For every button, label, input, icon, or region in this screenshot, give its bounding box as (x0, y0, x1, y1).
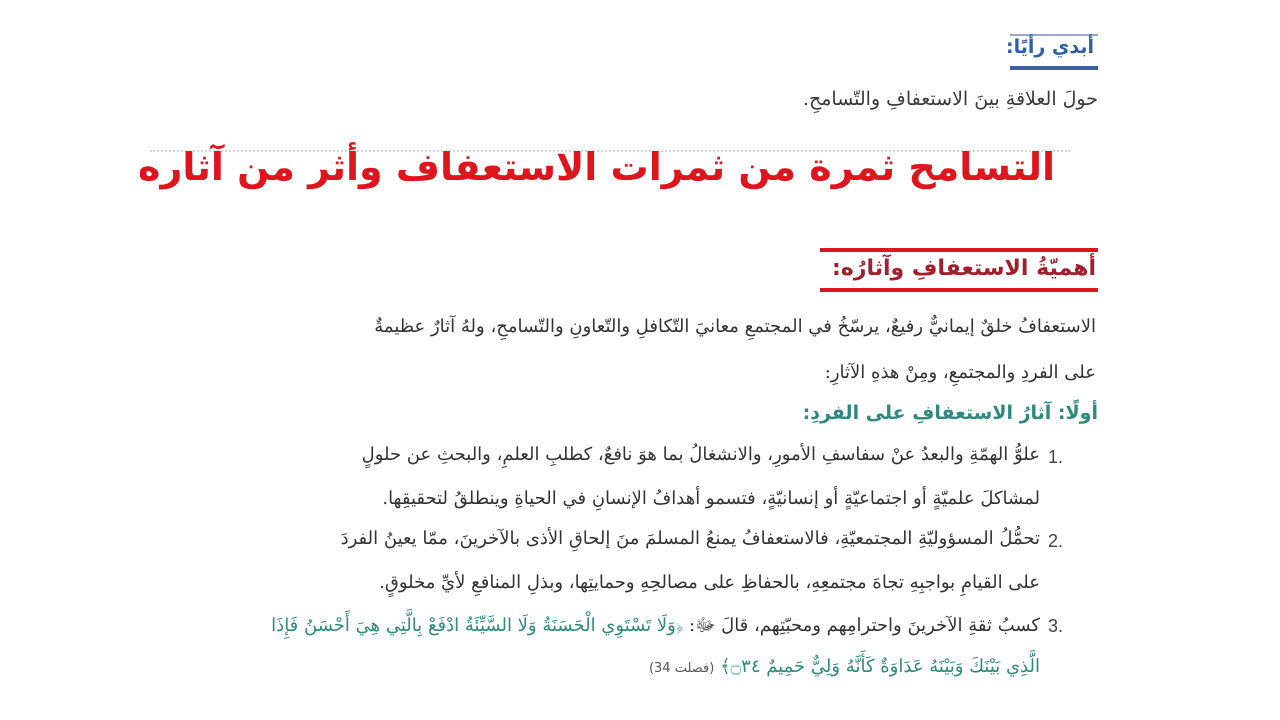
verse-citation: (فصلت 34) (648, 661, 715, 676)
list-item-3-line-1 (271, 614, 1040, 640)
list-item-number: 2. (1048, 531, 1064, 551)
list-item-3-prefix: كسبُ ثقةِ الآخرينَ واحترامِهم ومحبّتِهم، قالَ ﷻ: (683, 615, 1040, 636)
intro-paragraph-line-1: الاستعفافُ خلقٌ إيمانيٌّ رفيعٌ، يرسّخُ في المجتمعِ معانيَ التّكافلِ والتّعاونِ والتّسامحِ، ولهُ آثارٌ عظيمةٌ (374, 316, 1096, 337)
section-heading-top-rule (820, 248, 1098, 252)
main-title: التسامح ثمرة من ثمرات الاستعفاف وأثر من آثاره (138, 145, 1055, 189)
list-item-2-line-1: تحمُّلُ المسؤوليّةِ المجتمعيّةِ، فالاستعفافُ يمنعُ المسلمَ منَ إلحاقِ الأذى بالآخرينَ، ممّا يعينُ الفردَ (340, 528, 1040, 549)
list-item-2-line-2: على القيامِ بواجبِهِ تجاهَ مجتمعِهِ، بالحفاظِ على مصالحِهِ وحمايتِها، وبذلِ المنافعِ لأيِّ مخلوقٍ. (379, 572, 1040, 593)
subheading-effects-individual: أولًا: آثارُ الاستعفافِ على الفردِ: (802, 402, 1098, 424)
section-heading-bottom-rule (820, 288, 1098, 292)
section-heading: أهميّةُ الاستعفافِ وآثارُه: (832, 256, 1096, 281)
section-heading-box (820, 248, 1098, 292)
opinion-heading: أبدي رأيًا: (1006, 36, 1094, 58)
opinion-heading-bottom-rule (1010, 66, 1098, 70)
quran-verse-part-1: ﴿وَلَا تَسْتَوِي الْحَسَنَةُ وَلَا السَّيِّئَةُ ادْفَعْ بِالَّتِي هِيَ أَحْسَنُ فَإِذَا (271, 615, 684, 636)
opinion-text: حولَ العلاقةِ بينَ الاستعفافِ والتّسامحِ. (802, 88, 1098, 110)
quran-verse-part-2: الَّذِي بَيْنَكَ وَبَيْنَهُ عَدَاوَةٌ كَأَنَّهُ وَلِيٌّ حَمِيمٌ ۝٣٤﴾ (720, 656, 1040, 677)
list-item-1-line-2: لمشاكلَ علميّةٍ أو اجتماعيّةٍ أو إنسانيّةٍ، فتسمو أهدافُ الإنسانِ في الحياةِ وينطلقُ لتحقيقِها. (382, 488, 1040, 509)
opinion-heading-box (1006, 34, 1098, 70)
list-item-number: 1. (1048, 447, 1064, 467)
list-item-1-line-1: علوُّ الهمّةِ والبعدُ عنْ سفاسفِ الأمورِ، والانشغالُ بما هوَ نافعٌ، كطلبِ العلمِ، والبحثِ عن حلولٍ (361, 444, 1040, 465)
list-item-number: 3. (1048, 616, 1064, 636)
list-item-3-line-2 (649, 656, 1040, 677)
intro-paragraph-line-2: على الفردِ والمجتمعِ، ومِنْ هذهِ الآثارِ: (824, 362, 1096, 383)
